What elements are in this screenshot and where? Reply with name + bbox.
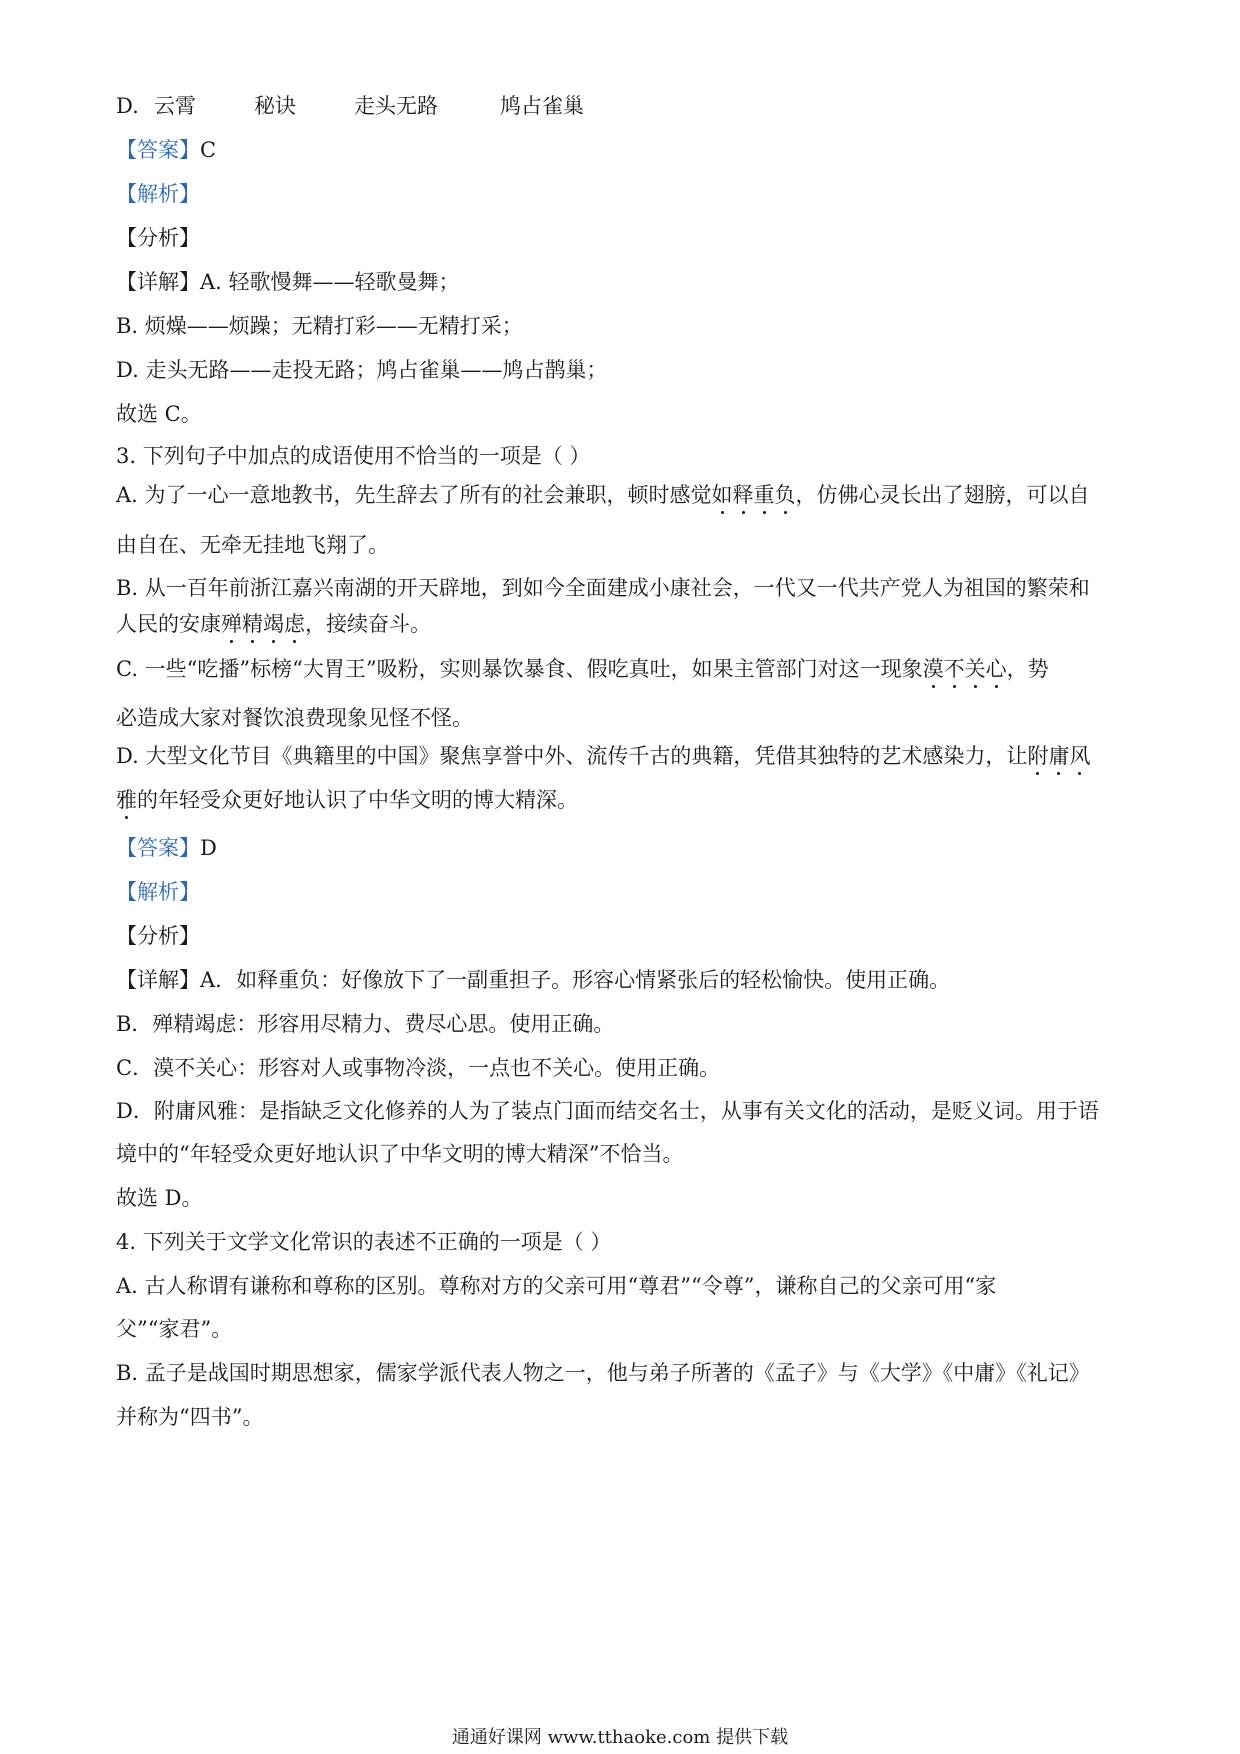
q2-detail-a: [116, 268, 460, 296]
option-c-idiom: 漠不关心: [922, 657, 1007, 681]
q4-question: 4. 下列关于文学文化常识的表述不正确的一项是（ ）: [116, 1230, 612, 1254]
q3-analysis-tag: 【解析】: [116, 880, 200, 904]
page-footer: 通通好课网 www.tthaoke.com 提供下载: [451, 1727, 789, 1748]
option-d-idiom-part1: 附庸风: [1027, 744, 1091, 768]
detail-tag: 【详解】: [116, 968, 200, 992]
option-c-text: C. 一些“吃播”标榜“大胃王”吸粉，实则暴饮暴食、假吃真吐，如果主管部门对这一现象: [116, 657, 923, 681]
answer-value: D: [200, 836, 217, 860]
q3-conclusion: 故选 D。: [116, 1186, 203, 1210]
answer-tag: 【答案】: [116, 836, 200, 860]
word-1: 云霄: [154, 94, 196, 118]
q4-option-a-line1: A. 古人称谓有谦称和尊称的区别。尊称对方的父亲可用“尊君”“令尊”，谦称自己的父亲可用“家: [116, 1274, 997, 1298]
answer-value: C: [200, 138, 217, 162]
detail-a-text: A. 轻歌慢舞——轻歌曼舞；: [200, 270, 460, 294]
q3-detail-c: C．漠不关心：形容对人或事物冷淡，一点也不关心。使用正确。: [116, 1056, 721, 1080]
q3-answer: [116, 834, 217, 862]
q2-fenxi-tag: 【分析】: [116, 226, 200, 250]
word-2: 秘诀: [254, 94, 296, 118]
q3-option-d-line1: [116, 742, 1090, 770]
option-b-text: 人民的安康: [116, 612, 221, 636]
q4-option-a-line2: 父”“家君”。: [116, 1317, 233, 1341]
q2-detail-b: B. 烦燥——烦躁；无精打彩——无精打采；: [116, 314, 523, 338]
option-a-text-tail: ，仿佛心灵长出了翅膀，可以自: [795, 483, 1090, 507]
answer-tag: 【答案】: [116, 138, 200, 162]
option-a-text: A. 为了一心一意地教书，先生辞去了所有的社会兼职，顿时感觉: [116, 483, 712, 507]
detail-tag: 【详解】: [116, 270, 200, 294]
q3-option-c-line1: [116, 655, 1049, 683]
q3-detail-b: B．殚精竭虑：形容用尽精力、费尽心思。使用正确。: [116, 1012, 615, 1036]
q3-option-a-line1: [116, 481, 1090, 509]
q3-detail-d-line1: D．附庸风雅：是指缺乏文化修养的人为了装点门面而结交名士，从事有关文化的活动，是贬义词。用于语: [116, 1099, 1099, 1123]
detail-a-text: A．如释重负：好像放下了一副重担子。形容心情紧张后的轻松愉快。使用正确。: [200, 968, 951, 992]
q3-fenxi-tag: 【分析】: [116, 924, 200, 948]
q3-option-c-line2: 必造成大家对餐饮浪费现象见怪不怪。: [116, 706, 473, 730]
q2-conclusion: 故选 C。: [116, 402, 202, 426]
q3-option-d-line2: [116, 786, 578, 814]
option-a-idiom: 如释重负: [711, 483, 796, 507]
q3-detail-a: [116, 966, 950, 994]
q3-option-b-line1: B. 从一百年前浙江嘉兴南湖的开天辟地，到如今全面建成小康社会，一代又一代共产党人为祖国的繁荣和: [116, 576, 1090, 600]
q2-analysis-tag: 【解析】: [116, 182, 200, 206]
option-b-idiom: 殚精竭虑: [221, 612, 305, 636]
q3-option-b-line2: [116, 610, 431, 638]
q2-answer: [116, 136, 216, 164]
q3-detail-d-line2: 境中的“年轻受众更好地认识了中华文明的博大精深”不恰当。: [116, 1142, 684, 1166]
q3-option-a-line2: 由自在、无牵无挂地飞翔了。: [116, 533, 389, 557]
option-c-text-tail: ，势: [1006, 657, 1049, 681]
q4-option-b-line2: 并称为“四书”。: [116, 1405, 264, 1429]
option-d-text: D. 大型文化节目《典籍里的中国》聚焦享誉中外、流传千古的典籍，凭借其独特的艺术感染力，让: [116, 744, 1028, 768]
word-3: 走头无路: [354, 94, 438, 118]
word-4: 鸠占雀巢: [500, 94, 584, 118]
q3-question: 3. 下列句子中加点的成语使用不恰当的一项是（ ）: [116, 444, 591, 468]
option-d-prev: [116, 92, 584, 120]
q4-option-b-line1: B. 孟子是战国时期思想家，儒家学派代表人物之一，他与弟子所著的《孟子》与《大学》《中庸》《礼记》: [116, 1361, 1090, 1385]
option-b-text-tail: ，接续奋斗。: [305, 612, 431, 636]
q2-detail-d: D. 走头无路——走投无路；鸠占雀巢——鸠占鹊巢；: [116, 358, 608, 382]
option-label: D.: [116, 94, 139, 118]
option-d-text-tail: 的年轻受众更好地认识了中华文明的博大精深。: [137, 788, 578, 812]
option-d-idiom-part2: 雅: [116, 788, 137, 812]
